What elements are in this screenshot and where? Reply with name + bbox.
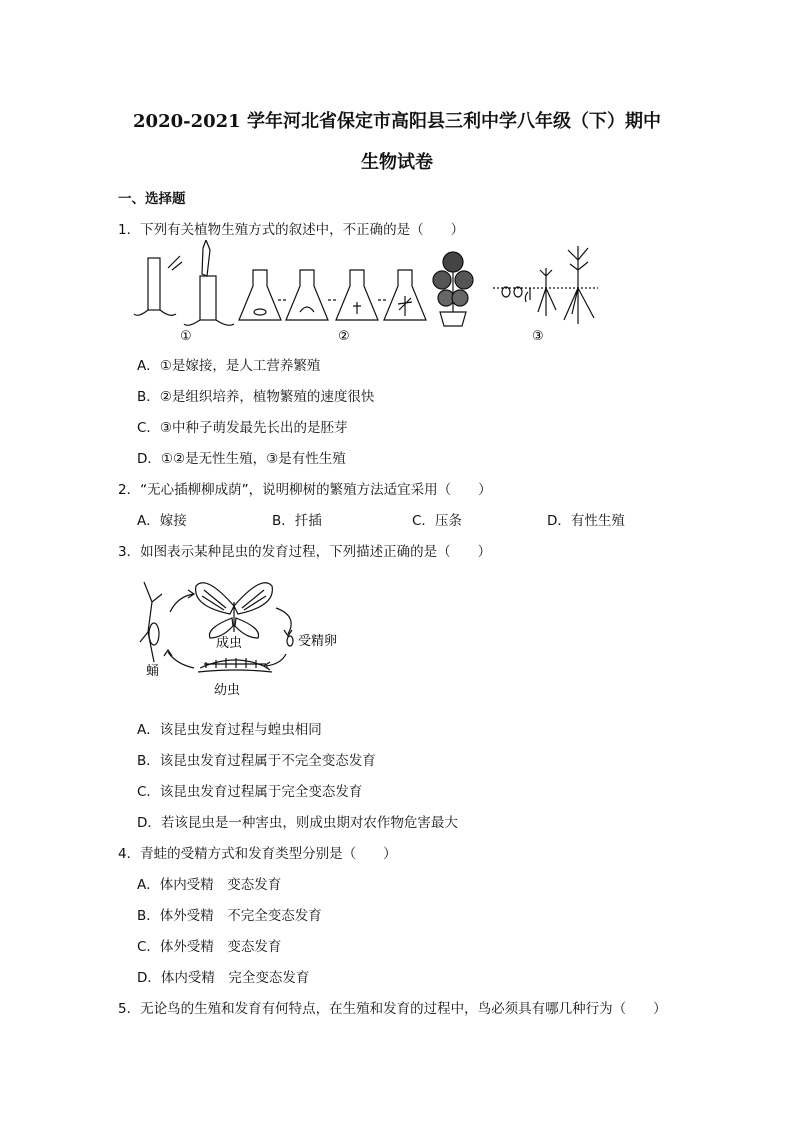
question-1-option-d: D．①②是无性生殖，③是有性生殖 [137, 451, 346, 467]
grafting-illustration [134, 240, 234, 325]
question-2-option-d: D．有性生殖 [547, 513, 625, 529]
question-2-option-a: A．嫁接 [137, 513, 187, 529]
figure-label-larva: 幼虫 [214, 683, 241, 698]
question-4-option-b: B．体外受精 不完全变态发育 [137, 908, 322, 924]
question-4-option-a: A．体内受精 变态发育 [137, 877, 282, 893]
exam-title-line1: 2020-2021 学年河北省保定市高阳县三利中学八年级（下）期中 [133, 111, 661, 132]
question-1-stem: 1．下列有关植物生殖方式的叙述中，不正确的是（ ） [118, 222, 465, 238]
tissue-culture-illustration [239, 270, 426, 320]
question-4-stem: 4．青蛙的受精方式和发育类型分别是（ ） [118, 846, 397, 862]
question-3-option-a: A．该昆虫发育过程与蝗虫相同 [137, 722, 322, 738]
question-3-figure [136, 572, 366, 702]
question-2-option-c: C．压条 [412, 513, 462, 529]
question-4-option-d: D．体内受精 完全变态发育 [137, 970, 310, 986]
potted-plant-illustration [433, 252, 473, 326]
question-1-option-b: B．②是组织培养，植物繁殖的速度很快 [137, 389, 375, 405]
question-3-option-d: D．若该昆虫是一种害虫，则成虫期对农作物危害最大 [137, 815, 458, 831]
question-4-option-c: C．体外受精 变态发育 [137, 939, 282, 955]
figure-label-egg: 受精卵 [298, 634, 338, 649]
question-5-stem: 5．无论鸟的生殖和发育有何特点，在生殖和发育的过程中，鸟必须具有哪几种行为（ ） [118, 1001, 667, 1017]
figure-label-1: ① [180, 329, 192, 344]
question-2-stem: 2．“无心插柳柳成荫”，说明柳树的繁殖方法适宜采用（ ） [118, 482, 492, 498]
question-1-option-a: A．①是嫁接，是人工营养繁殖 [137, 358, 321, 374]
figure-label-2: ② [338, 329, 350, 344]
seed-germination-illustration [493, 246, 598, 324]
figure-label-adult: 成虫 [216, 636, 243, 651]
figure-label-3: ③ [532, 329, 544, 344]
question-1-figure [128, 240, 608, 348]
question-3-option-b: B．该昆虫发育过程属于不完全变态发育 [137, 753, 376, 769]
butterfly-lifecycle-illustration [140, 582, 293, 672]
figure-label-pupa: 蛹 [146, 664, 160, 679]
section-heading: 一、选择题 [118, 191, 186, 207]
question-2-option-b: B．扦插 [272, 513, 322, 529]
question-3-stem: 3．如图表示某种昆虫的发育过程，下列描述正确的是（ ） [118, 544, 492, 560]
question-1-option-c: C．③中种子萌发最先长出的是胚芽 [137, 420, 348, 436]
question-3-option-c: C．该昆虫发育过程属于完全变态发育 [137, 784, 363, 800]
exam-title-line2: 生物试卷 [361, 152, 433, 173]
